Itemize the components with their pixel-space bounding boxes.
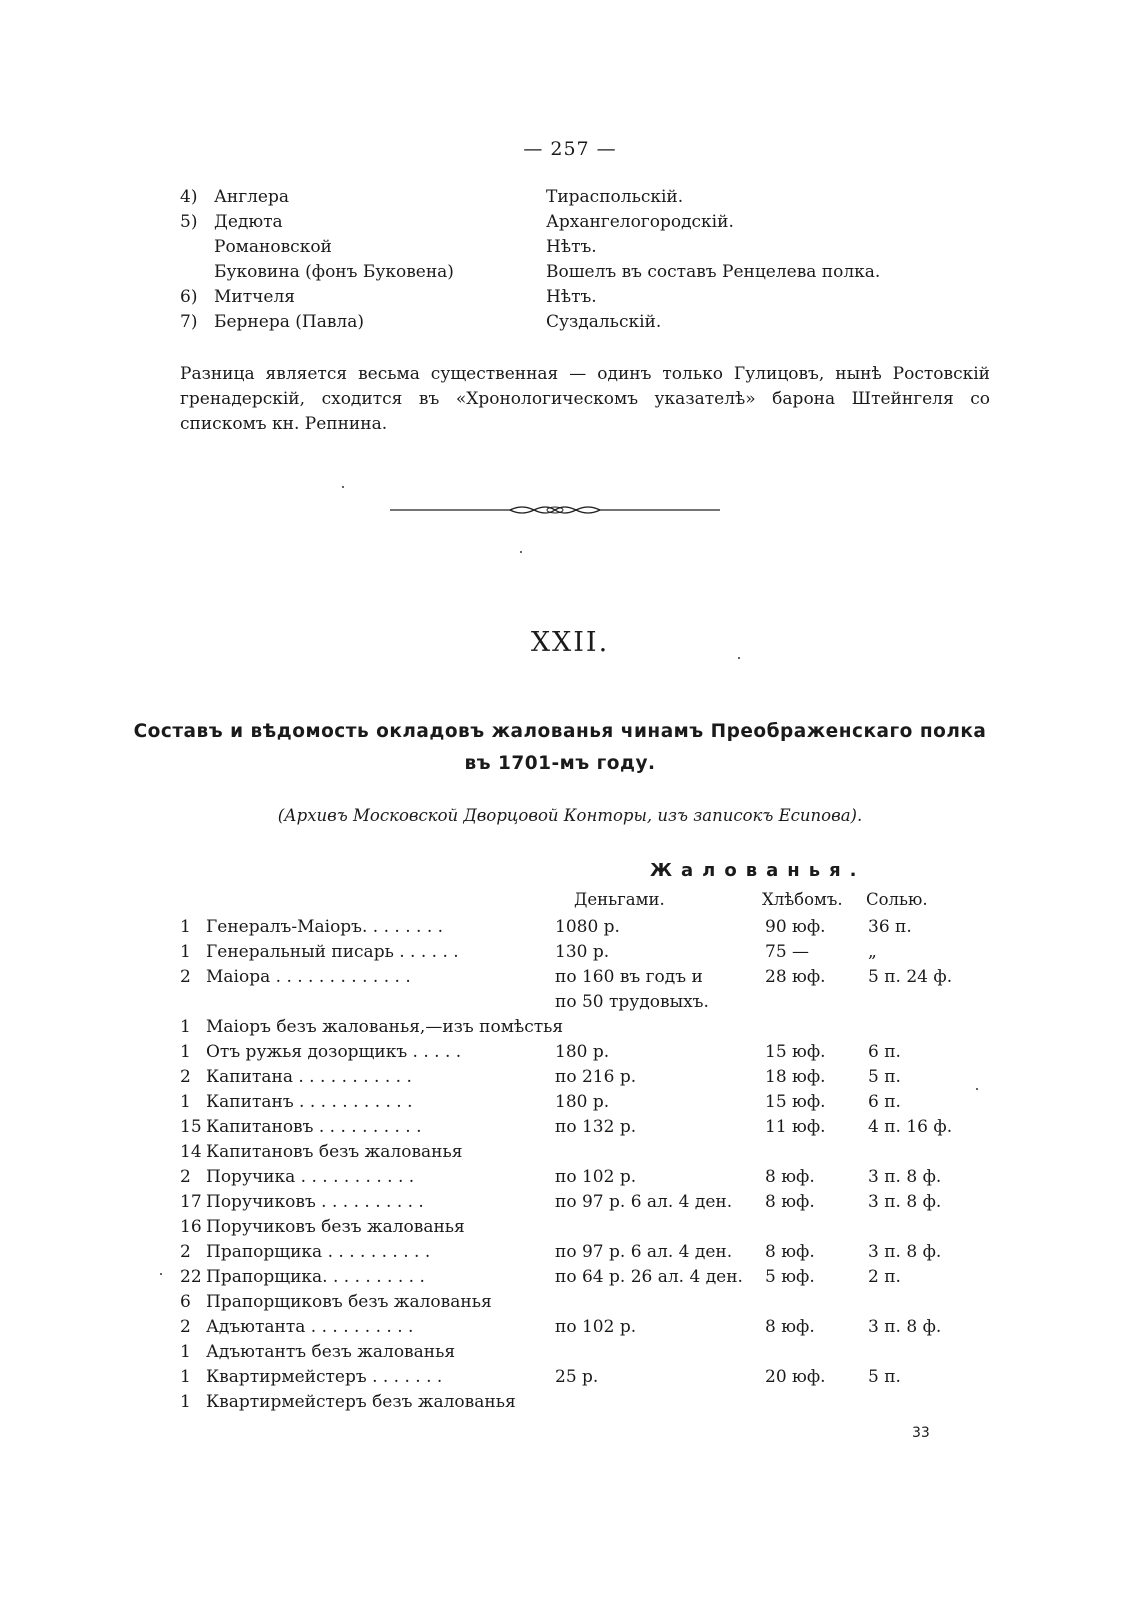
list-number: 6)	[180, 287, 198, 307]
rank-name: Маіора . . . . . . . . . . . . .	[206, 967, 411, 987]
rank-name: Капитана . . . . . . . . . . .	[206, 1067, 412, 1087]
pay-bread: 15 юф.	[765, 1092, 826, 1112]
pay-bread: 90 юф.	[765, 917, 826, 937]
pay-salt: 6 п.	[868, 1042, 901, 1062]
table-row	[180, 1315, 1000, 1340]
pay-salt: „	[868, 942, 877, 962]
pay-bread: 8 юф.	[765, 1192, 815, 1212]
print-speck	[342, 486, 344, 488]
rank-count: 2	[180, 1242, 191, 1262]
pay-salt: 3 п. 8 ф.	[868, 1167, 942, 1187]
list-item	[180, 210, 1000, 235]
pay-bread: 11 юф.	[765, 1117, 826, 1137]
table-row	[180, 1090, 1000, 1115]
list-item	[180, 235, 1000, 260]
pay-salt: 36 п.	[868, 917, 912, 937]
list-regiment-fate: Вошелъ въ составъ Ренцелева полка.	[546, 262, 881, 282]
list-regiment-fate: Суздальскій.	[546, 312, 662, 332]
rank-name: Генеральный писарь . . . . . .	[206, 942, 459, 962]
rank-name: Поручиковъ безъ жалованья	[206, 1217, 465, 1237]
salary-table	[180, 915, 1000, 1415]
pay-money: по 97 р. 6 ал. 4 ден.	[555, 1242, 733, 1262]
table-row	[180, 1140, 1000, 1165]
rank-name: Прапорщика . . . . . . . . . .	[206, 1242, 431, 1262]
pay-salt: 3 п. 8 ф.	[868, 1192, 942, 1212]
rank-count: 2	[180, 1167, 191, 1187]
table-row	[180, 1390, 1000, 1415]
table-row	[180, 1190, 1000, 1215]
pay-salt: 2 п.	[868, 1267, 901, 1287]
page-number: — 257 —	[523, 138, 617, 160]
pay-money: 180 р.	[555, 1042, 610, 1062]
list-regiment-name: Бернера (Павла)	[214, 312, 364, 332]
rank-count: 1	[180, 942, 191, 962]
pay-money: по 97 р. 6 ал. 4 ден.	[555, 1192, 733, 1212]
table-row	[180, 940, 1000, 965]
rank-name: Отъ ружья дозорщикъ . . . . .	[206, 1042, 462, 1062]
table-row	[180, 1290, 1000, 1315]
rank-count: 1	[180, 917, 191, 937]
table-row	[180, 915, 1000, 940]
pay-bread: 5 юф.	[765, 1267, 815, 1287]
pay-money: по 216 р.	[555, 1067, 637, 1087]
table-row	[180, 990, 1000, 1015]
pay-money: по 102 р.	[555, 1167, 637, 1187]
column-headers	[0, 890, 1140, 914]
rank-count: 16	[180, 1217, 202, 1237]
body-paragraph: Разница является весьма существенная — одинъ только Гулицовъ, нынѣ Ростовскій гренадерскій, сходится въ «Хронологическомъ указателѣ» барона Штейнгеля со спискомъ кн. Репнина.	[180, 364, 990, 434]
table-row	[180, 1215, 1000, 1240]
list-regiment-fate: Архангелогородскій.	[546, 212, 734, 232]
table-row	[180, 1115, 1000, 1140]
section-title	[130, 716, 990, 780]
rank-count: 6	[180, 1292, 191, 1312]
pay-bread: 20 юф.	[765, 1367, 826, 1387]
pay-bread: 15 юф.	[765, 1042, 826, 1062]
ornament-divider	[390, 503, 720, 517]
pay-money: 130 р.	[555, 942, 610, 962]
rank-count: 14	[180, 1142, 202, 1162]
pay-money: по 132 р.	[555, 1117, 637, 1137]
rank-name: Поручиковъ . . . . . . . . . .	[206, 1192, 424, 1212]
rank-name: Поручика . . . . . . . . . . .	[206, 1167, 415, 1187]
col-header-salt: Солью.	[866, 890, 928, 909]
pay-bread: 8 юф.	[765, 1167, 815, 1187]
list-item	[180, 260, 1000, 285]
pay-bread: 8 юф.	[765, 1242, 815, 1262]
table-row	[180, 1165, 1000, 1190]
list-number: 5)	[180, 212, 198, 232]
rank-count: 1	[180, 1342, 191, 1362]
table-row	[180, 1340, 1000, 1365]
list-regiment-fate: Нѣтъ.	[546, 237, 597, 257]
table-row	[180, 1015, 1000, 1040]
pay-salt: 3 п. 8 ф.	[868, 1242, 942, 1262]
rank-name: Адъютанта . . . . . . . . . .	[206, 1317, 414, 1337]
rank-count: 17	[180, 1192, 202, 1212]
rank-name: Капитанъ . . . . . . . . . . .	[206, 1092, 413, 1112]
pay-money: по 50 трудовыхъ.	[555, 992, 709, 1012]
pay-money: 25 р.	[555, 1367, 599, 1387]
title-line-1: Составъ и вѣдомость окладовъ жалованья чинамъ Преображенскаго полка	[133, 721, 987, 742]
pay-bread: 75 —	[765, 942, 810, 962]
rank-count: 2	[180, 1317, 191, 1337]
rank-name: Маіоръ безъ жалованья,—изъ помѣстья	[206, 1017, 564, 1037]
pay-bread: 28 юф.	[765, 967, 826, 987]
rank-name: Капитановъ безъ жалованья	[206, 1142, 463, 1162]
list-regiment-name: Англера	[214, 187, 289, 207]
list-regiment-name: Романовской	[214, 237, 332, 257]
pay-salt: 5 п.	[868, 1067, 901, 1087]
list-regiment-fate: Нѣтъ.	[546, 287, 597, 307]
pay-salt: 5 п.	[868, 1367, 901, 1387]
rank-name: Адъютантъ безъ жалованья	[206, 1342, 456, 1362]
rank-name: Прапорщиковъ безъ жалованья	[206, 1292, 492, 1312]
rank-count: 2	[180, 967, 191, 987]
col-header-money: Деньгами.	[574, 890, 665, 909]
table-row	[180, 1240, 1000, 1265]
print-speck	[160, 1273, 162, 1275]
pay-salt: 6 п.	[868, 1092, 901, 1112]
rank-count: 1	[180, 1092, 191, 1112]
list-item	[180, 310, 1000, 335]
title-line-2: въ 1701-мъ году.	[464, 753, 656, 774]
rank-count: 22	[180, 1267, 202, 1287]
table-row	[180, 1040, 1000, 1065]
signature-mark: 33	[912, 1425, 930, 1441]
rank-name: Квартирмейстеръ . . . . . . .	[206, 1367, 443, 1387]
list-item	[180, 285, 1000, 310]
pay-bread: 18 юф.	[765, 1067, 826, 1087]
print-speck	[520, 551, 522, 553]
list-regiment-name: Буковина (фонъ Буковена)	[214, 262, 454, 282]
section-number: XXII.	[530, 627, 610, 658]
rank-count: 2	[180, 1067, 191, 1087]
pay-header: Жалованья.	[650, 860, 866, 881]
list-regiment-name: Дедюта	[214, 212, 283, 232]
list-number: 7)	[180, 312, 198, 332]
list-regiment-name: Митчеля	[214, 287, 295, 307]
table-row	[180, 1065, 1000, 1090]
list-item	[180, 185, 1000, 210]
source-note: (Архивъ Московской Дворцовой Конторы, изъ записокъ Есипова).	[277, 806, 863, 825]
list-number: 4)	[180, 187, 198, 207]
pay-money: 1080 р.	[555, 917, 620, 937]
list-regiment-fate: Тираспольскій.	[546, 187, 684, 207]
table-row	[180, 965, 1000, 990]
rank-count: 1	[180, 1392, 191, 1412]
table-row	[180, 1265, 1000, 1290]
pay-money: по 160 въ годъ и	[555, 967, 703, 987]
pay-salt: 3 п. 8 ф.	[868, 1317, 942, 1337]
col-header-bread: Хлѣбомъ.	[762, 890, 843, 909]
pay-money: по 102 р.	[555, 1317, 637, 1337]
rank-count: 1	[180, 1367, 191, 1387]
pay-money: 180 р.	[555, 1092, 610, 1112]
pay-money: по 64 р. 26 ал. 4 ден.	[555, 1267, 743, 1287]
pay-salt: 4 п. 16 ф.	[868, 1117, 953, 1137]
rank-name: Капитановъ . . . . . . . . . .	[206, 1117, 422, 1137]
regiment-list	[180, 185, 1000, 335]
rank-name: Квартирмейстеръ безъ жалованья	[206, 1392, 516, 1412]
pay-bread: 8 юф.	[765, 1317, 815, 1337]
rank-count: 15	[180, 1117, 202, 1137]
table-row	[180, 1365, 1000, 1390]
rank-name: Прапорщика. . . . . . . . . .	[206, 1267, 425, 1287]
pay-salt: 5 п. 24 ф.	[868, 967, 953, 987]
rank-count: 1	[180, 1042, 191, 1062]
rank-count: 1	[180, 1017, 191, 1037]
rank-name: Генералъ-Маіоръ. . . . . . . .	[206, 917, 444, 937]
